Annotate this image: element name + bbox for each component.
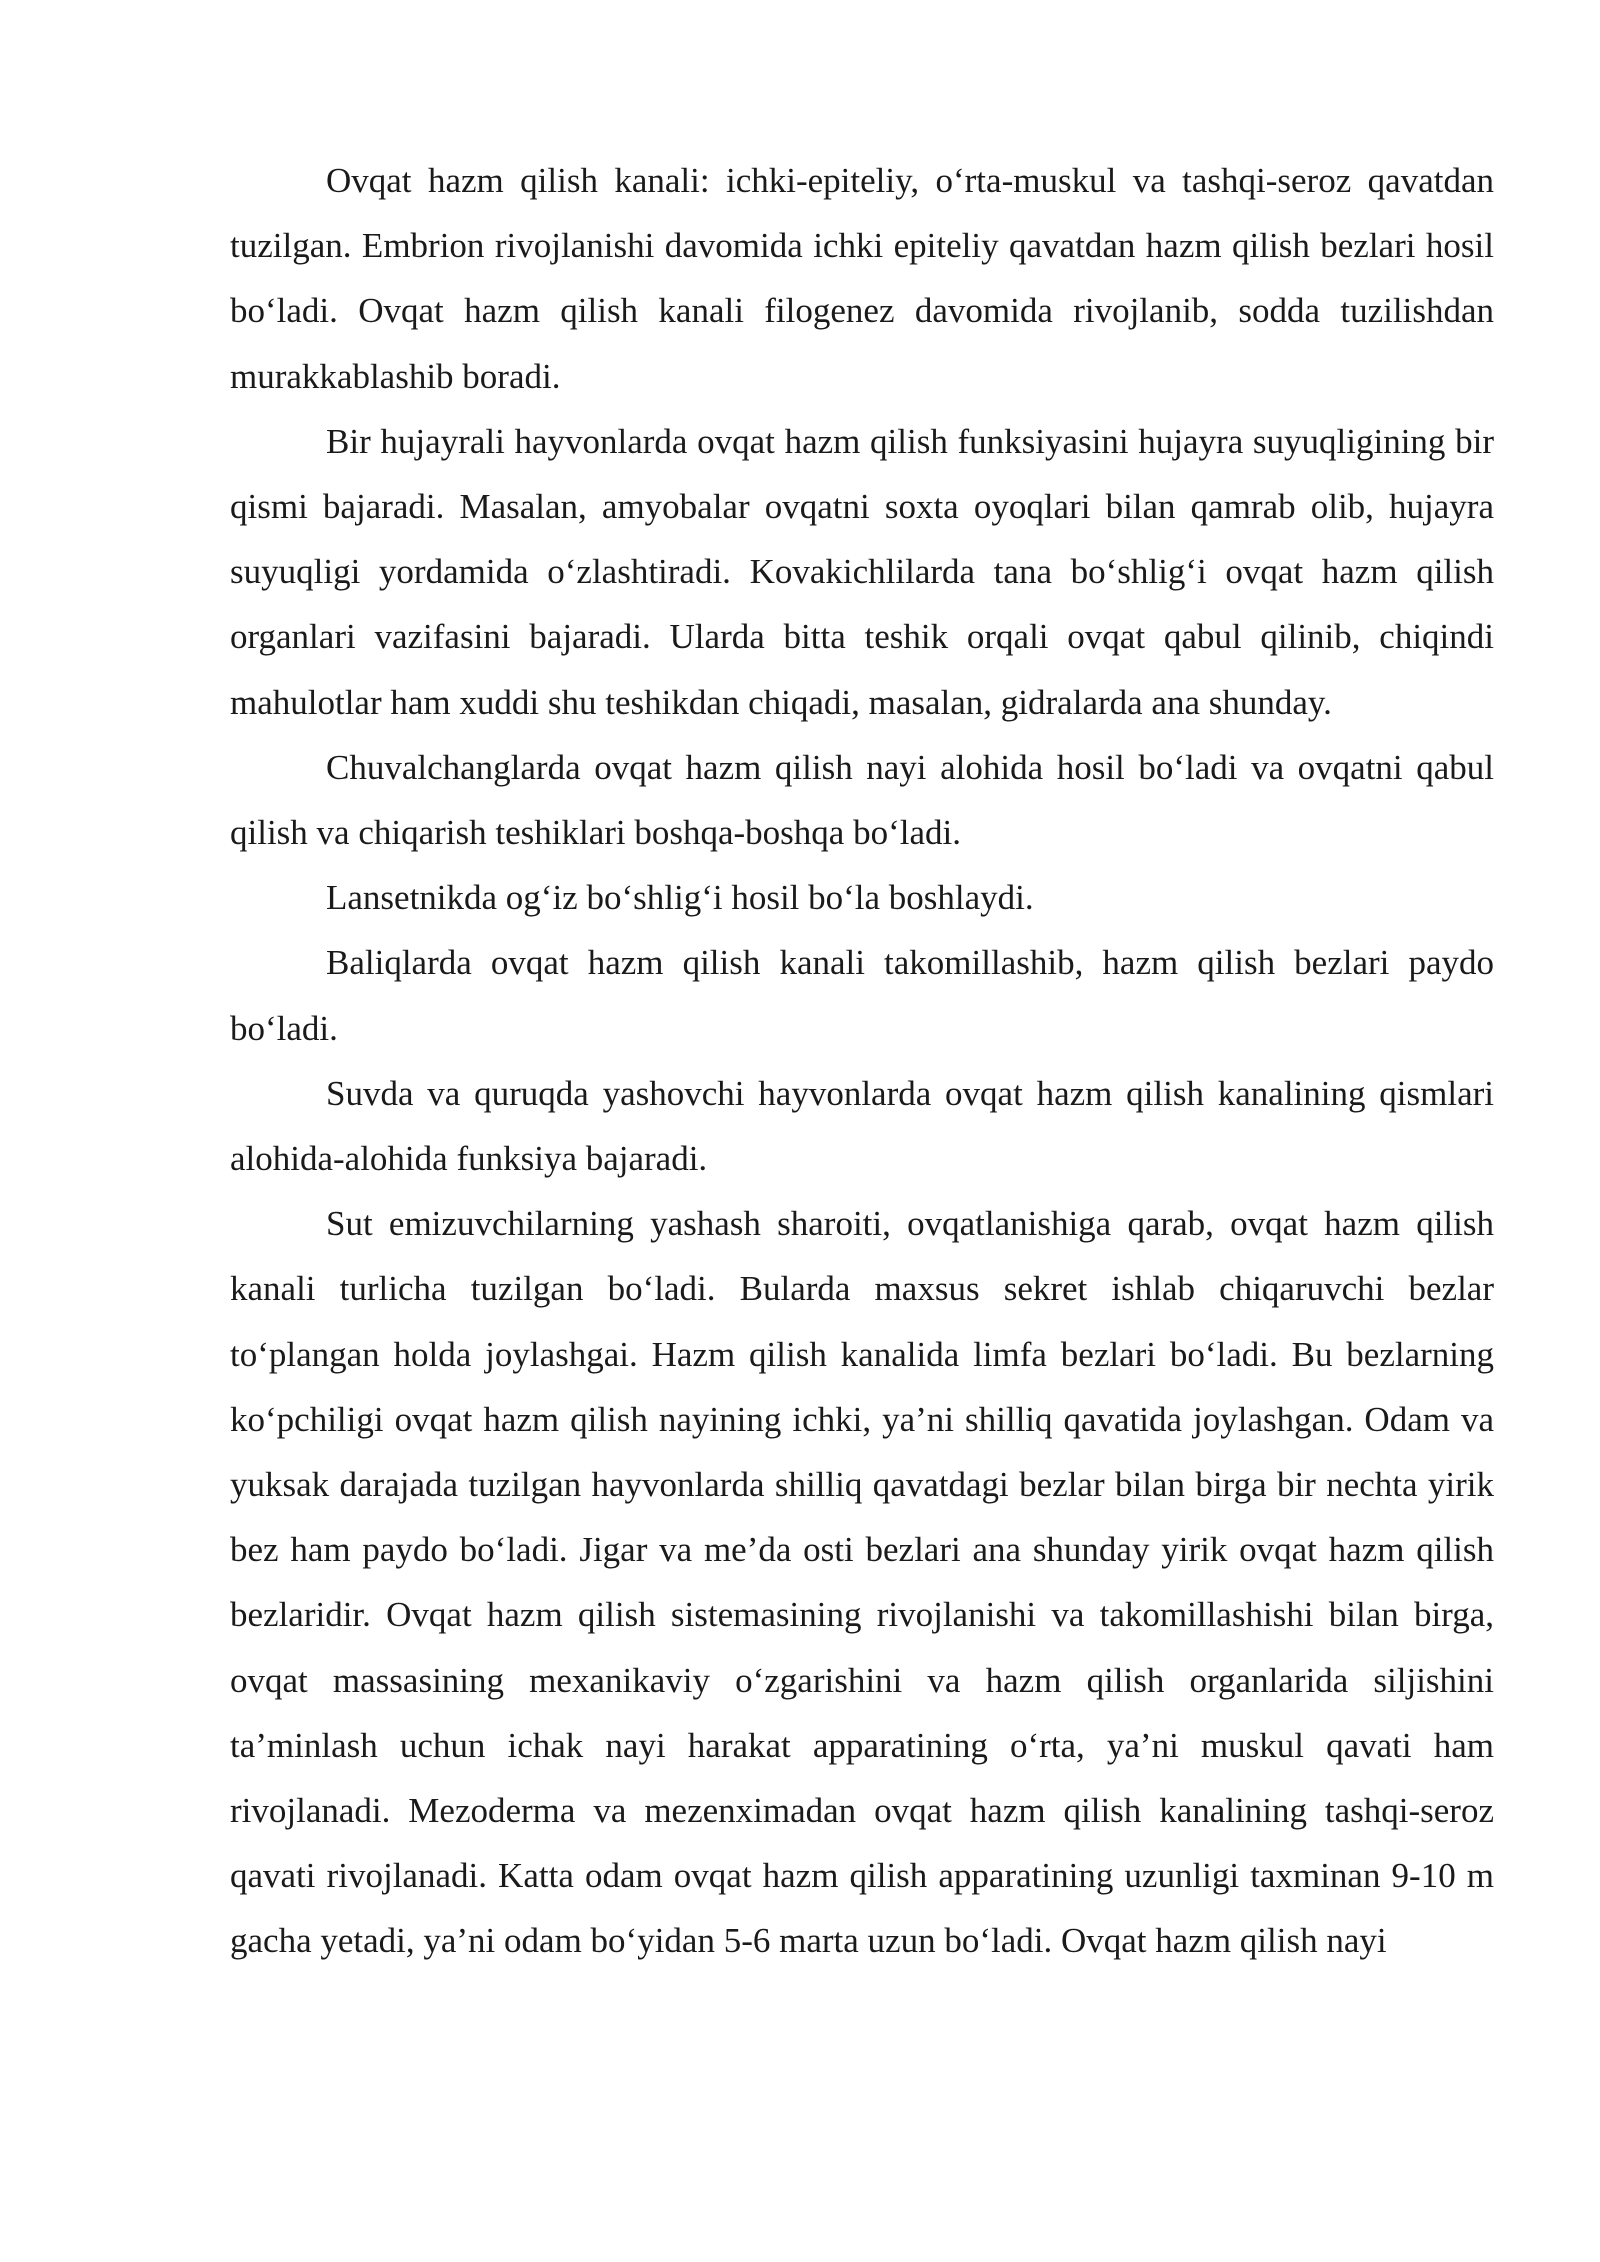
paragraph-digestive-canal-layers: Ovqat hazm qilish kanali: ichki-epiteliy, o‘rta-muskul va tashqi-seroz qavatdan tuzilgan. Embrion rivojlanishi davomida ichki epiteliy qavatdan hazm qilish bezlari hosil bo‘ladi. Ovqat hazm qilish kanali filogenez davomida rivojlanib, sodda tuzilishdan murakkablashib boradi. xyxy=(230,161,1494,396)
document-page xyxy=(230,148,1494,1974)
paragraph-lancelet: Lansetnikda og‘iz bo‘shlig‘i hosil bo‘la boshlaydi. xyxy=(326,878,1034,918)
paragraph-worms: Chuvalchanglarda ovqat hazm qilish nayi alohida hosil bo‘ladi va ovqatni qabul qilish va chiqarish teshiklari boshqa-boshqa bo‘ladi. xyxy=(230,747,1494,853)
paragraph-mammals: Sut emizuvchilarning yashash sharoiti, ovqatlanishiga qarab, ovqat hazm qilish kanali turlicha tuzilgan bo‘ladi. Bularda maxsus sekret ishlab chiqaruvchi bezlar to‘plangan holda joylashgai. Hazm qilish kanalida limfa bezlari bo‘ladi. Bu bezlarning ko‘pchiligi ovqat hazm qilish nayining ichki, ya’ni shilliq qavatida joylashgan. Odam va yuksak darajada tuzilgan hayvonlarda shilliq qavatdagi bezlar bilan birga bir nechta yirik bez ham paydo bo‘ladi. Jigar va me’da osti bezlari ana shunday yirik ovqat hazm qilish bezlaridir. Ovqat hazm qilish sistemasining rivojlanishi va takomillashishi bilan birga, ovqat massasining mexanikaviy o‘zgarishini va hazm qilish organlarida siljishini ta’minlash uchun ichak nayi harakat apparatining o‘rta, ya’ni muskul qavati ham rivojlanadi. Mezoderma va mezenximadan ovqat hazm qilish kanalining tashqi-seroz qavati rivojlanadi. Katta odam ovqat hazm qilish apparatining uzunligi taxminan 9-10 m gacha yetadi, ya’ni odam bo‘yidan 5-6 marta uzun bo‘ladi. Ovqat hazm qilish nayi xyxy=(230,1204,1494,1961)
paragraph-unicellular-animals: Bir hujayrali hayvonlarda ovqat hazm qilish funksiyasini hujayra suyuqligining bir qismi bajaradi. Masalan, amyobalar ovqatni soxta oyoqlari bilan qamrab olib, hujayra suyuqligi yordamida o‘zlashtiradi. Kovakichlilarda tana bo‘shlig‘i ovqat hazm qilish organlari vazifasini bajaradi. Ularda bitta teshik orqali ovqat qabul qilinib, chiqindi mahulotlar ham xuddi shu teshikdan chiqadi, masalan, gidralarda ana shunday. xyxy=(230,421,1494,722)
paragraph-amphibians: Suvda va quruqda yashovchi hayvonlarda ovqat hazm qilish kanalining qismlari alohida-alohida funksiya bajaradi. xyxy=(230,1073,1494,1179)
paragraph-fish: Baliqlarda ovqat hazm qilish kanali takomillashib, hazm qilish bezlari paydo bo‘ladi. xyxy=(230,943,1494,1048)
